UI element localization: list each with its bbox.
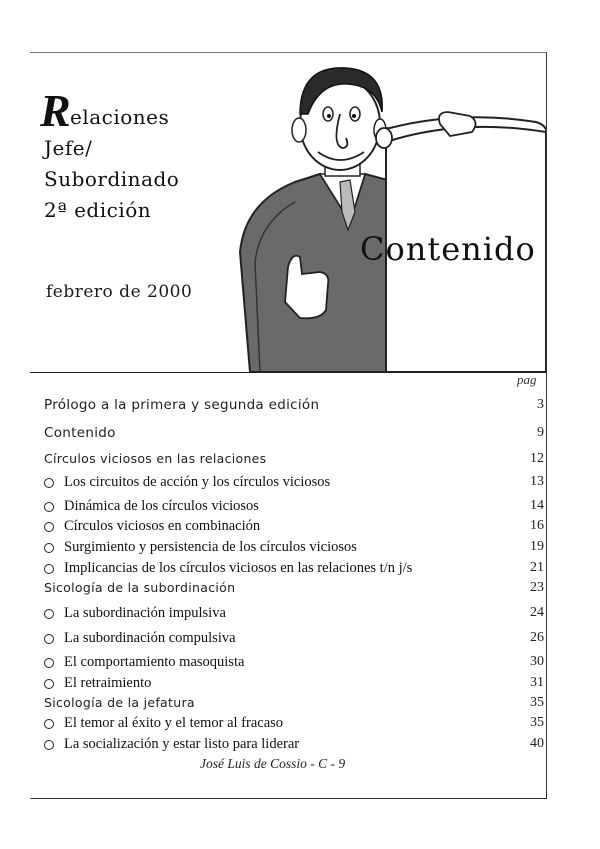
toc-entry-label: Contenido	[44, 425, 116, 441]
bullet-circle-icon	[44, 522, 54, 532]
header	[30, 52, 546, 372]
toc-entry-label: Prólogo a la primera y segunda edición	[44, 397, 320, 413]
toc-page-number: 19	[530, 539, 544, 554]
toc-item	[44, 736, 544, 756]
cartoon-man-with-scroll-illustration	[200, 52, 546, 372]
toc-entry-label: Implicancias de los círculos viciosos en las relaciones t/n j/s	[64, 560, 413, 576]
contenido-heading: Contenido	[360, 230, 536, 268]
title-initial: R	[40, 85, 71, 136]
toc-entry-label: La socialización y estar listo para liderar	[64, 736, 300, 752]
title-line-1: elaciones	[70, 105, 170, 129]
toc-section	[44, 425, 544, 445]
toc-page-number: 3	[537, 397, 544, 412]
page-column-label: pag	[517, 372, 537, 387]
toc-page-number: 12	[530, 451, 544, 466]
toc-section	[44, 580, 544, 600]
toc-entry-label: El temor al éxito y el temor al fracaso	[64, 715, 284, 731]
toc-entry-label: Los circuitos de acción y los círculos viciosos	[64, 474, 331, 490]
bullet-circle-icon	[44, 634, 54, 644]
toc-item	[44, 560, 544, 580]
toc-entry-label: Sicología de la jefatura	[44, 695, 195, 710]
bullet-circle-icon	[44, 658, 54, 668]
toc-page-number: 31	[530, 675, 544, 690]
toc-page-number: 35	[530, 695, 544, 710]
toc-item	[44, 474, 544, 494]
title-line-2: Jefe/	[44, 136, 93, 160]
toc-section	[44, 451, 544, 471]
toc-divider	[30, 372, 546, 373]
bullet-circle-icon	[44, 609, 54, 619]
toc-entry-label: La subordinación impulsiva	[64, 605, 226, 621]
toc-entry-label: Círculos viciosos en las relaciones	[44, 451, 267, 466]
toc-page-number: 26	[530, 630, 544, 645]
toc-entry-label: Dinámica de los círculos viciosos	[64, 498, 259, 514]
toc-page-number: 23	[530, 580, 544, 595]
toc-item	[44, 605, 544, 625]
toc-page-number: 21	[530, 560, 544, 575]
toc-entry-label: El comportamiento masoquista	[64, 654, 245, 670]
toc-entry-label: Surgimiento y persistencia de los círculos viciosos	[64, 539, 357, 555]
bullet-circle-icon	[44, 740, 54, 750]
toc-section	[44, 397, 544, 417]
toc-page-number: 16	[530, 518, 544, 533]
toc-page-number: 14	[530, 498, 544, 513]
bullet-circle-icon	[44, 719, 54, 729]
toc-page-number: 24	[530, 605, 544, 620]
bullet-circle-icon	[44, 679, 54, 689]
toc-item	[44, 518, 544, 538]
toc-item	[44, 539, 544, 559]
toc-section	[44, 695, 544, 715]
title-line-4: 2ª edición	[44, 198, 152, 222]
toc-item	[44, 498, 544, 518]
toc-entry-label: Sicología de la subordinación	[44, 580, 236, 595]
title-block	[40, 85, 180, 226]
bullet-circle-icon	[44, 478, 54, 488]
toc-entry-label: Círculos viciosos en combinación	[64, 518, 261, 534]
bullet-circle-icon	[44, 502, 54, 512]
toc-page-number: 13	[530, 474, 544, 489]
toc-entry-label: La subordinación compulsiva	[64, 630, 236, 646]
title-line-3: Subordinado	[44, 167, 180, 191]
toc-entry-label: El retraimiento	[64, 675, 152, 691]
edition-date: febrero de 2000	[46, 282, 193, 302]
toc-item	[44, 654, 544, 674]
signature: José Luis de Cossio - C - 9	[200, 756, 346, 771]
bullet-circle-icon	[44, 564, 54, 574]
toc-page-number: 40	[530, 736, 544, 751]
toc-page-number: 30	[530, 654, 544, 669]
toc-item	[44, 630, 544, 650]
toc-page-number: 35	[530, 715, 544, 730]
toc-item	[44, 715, 544, 735]
toc-item	[44, 675, 544, 695]
toc-page-number: 9	[537, 425, 544, 440]
bullet-circle-icon	[44, 543, 54, 553]
